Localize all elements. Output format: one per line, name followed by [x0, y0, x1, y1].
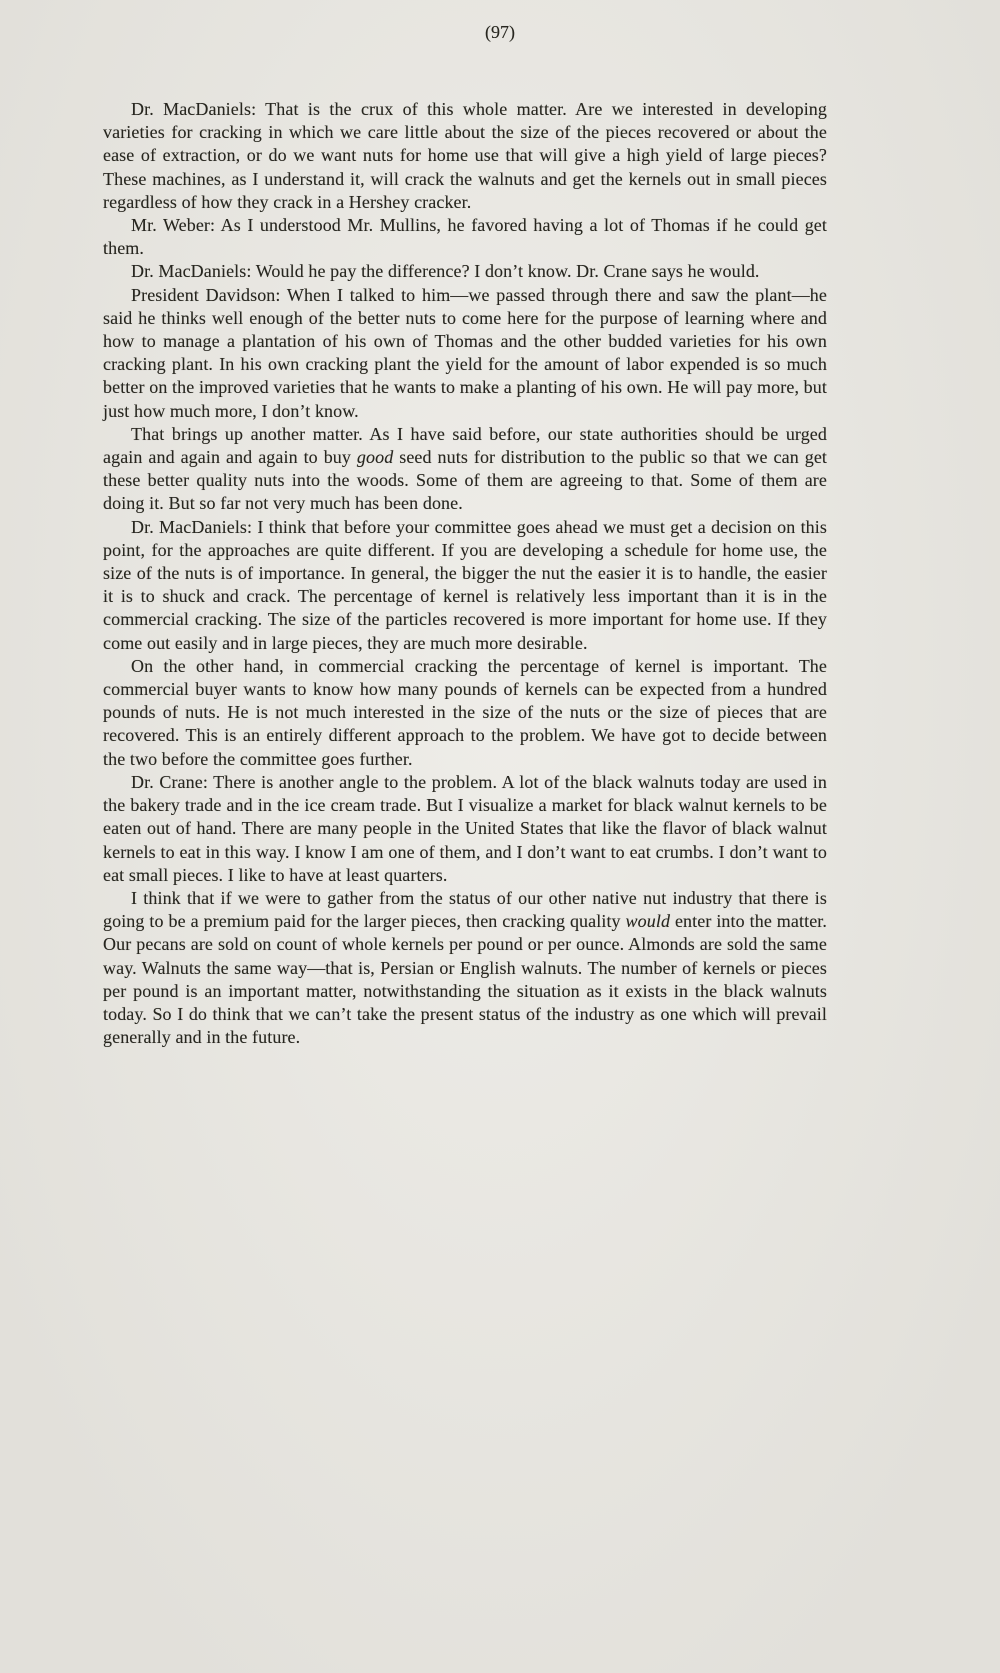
- paragraph: [103, 98, 827, 214]
- text-segment: Dr. MacDaniels: That is the crux of this whole matter. Are we interested in developing varieties for cracking in which we care little about the size of the pieces recovered or about the ease of extraction, or do we want nuts for home use that will give a high yield of large pieces? These machines, as I understand it, will crack the walnuts and get the kernels out in small pieces regardless of how they crack in a Hershey cracker.: [103, 99, 827, 212]
- text-segment: I think that if we were to gather from the status of our other native nut industry that there is going to be a premium paid for the larger pieces, then cracking quality: [103, 887, 827, 932]
- page-number: (97): [485, 22, 515, 42]
- text-segment: Mr. Weber: As I understood Mr. Mullins, he favored having a lot of Thomas if he could get them.: [103, 215, 827, 259]
- text-segment: Dr. Crane: There is another angle to the problem. A lot of the black walnuts today are used in the bakery trade and in the ice cream trade. But I visualize a market for black walnut kernels to be eaten out of hand. There are many people in the United States that like the flavor of black walnut kernels to eat in this way. I know I am one of them, and I don’t want to eat crumbs. I don’t want to eat small pieces. I like to have at least quarters.: [103, 771, 827, 885]
- italic-text: would: [625, 911, 671, 932]
- italic-text: good: [356, 447, 394, 468]
- text-segment: Dr. MacDaniels: Would he pay the difference? I don’t know. Dr. Crane says he would.: [131, 261, 760, 282]
- paragraph: [103, 284, 827, 423]
- paragraph: [103, 887, 827, 1049]
- paragraph: [103, 214, 827, 260]
- text-segment: On the other hand, in commercial cracking the percentage of kernel is important. The commercial buyer wants to know how many pounds of kernels can be expected from a hundred pounds of nuts. He is not much interested in the size of the nuts or the size of pieces that are recovered. This is an entirely different approach to the problem. We have got to decide between the two before the committee goes further.: [103, 655, 827, 769]
- text-segment: enter into the matter. Our pecans are sold on count of whole kernels per pound or per ounce. Almonds are sold the same way. Walnuts the same way—that is, Persian or English walnuts. The number of kernels or pieces per pound is an important matter, notwithstanding the situation as it exists in the black walnuts today. So I do think that we can’t take the present status of the industry as one which will prevail generally and in the future.: [103, 911, 827, 1048]
- text-segment: Dr. MacDaniels: I think that before your committee goes ahead we must get a decision on this point, for the approaches are quite different. If you are developing a schedule for home use, the size of the nuts is of importance. In general, the bigger the nut the easier it is to handle, the easier it is to shuck and crack. The percentage of kernel is relatively less important than it is in the commercial cracking. The size of the particles recovered is more important for home use. If they come out easily and in large pieces, they are much more desirable.: [103, 516, 827, 653]
- paragraph: [103, 423, 827, 516]
- paragraph: [103, 771, 827, 887]
- text-segment: seed nuts for distribution to the public so that we can get these better quality nuts into the woods. Some of them are agreeing to that. Some of them are doing it. But so far not very much has been done.: [103, 447, 828, 514]
- paragraph: [103, 516, 827, 655]
- text-segment: President Davidson: When I talked to him—we passed through there and saw the plant—he said he thinks well enough of the better nuts to come here for the purpose of learning where and how to manage a plantation of his own of Thomas and the other budded varieties for his own cracking plant. In his own cracking plant the yield for the amount of labor expended is so much better on the improved varieties that he wants to make a planting of his own. He will pay more, but just how much more, I don’t know.: [103, 284, 827, 421]
- text-segment: That brings up another matter. As I have said before, our state authorities should be urged again and again and again to buy: [103, 423, 827, 468]
- paragraph: [103, 260, 827, 283]
- paragraph: [103, 655, 827, 771]
- text-block: [103, 98, 827, 1049]
